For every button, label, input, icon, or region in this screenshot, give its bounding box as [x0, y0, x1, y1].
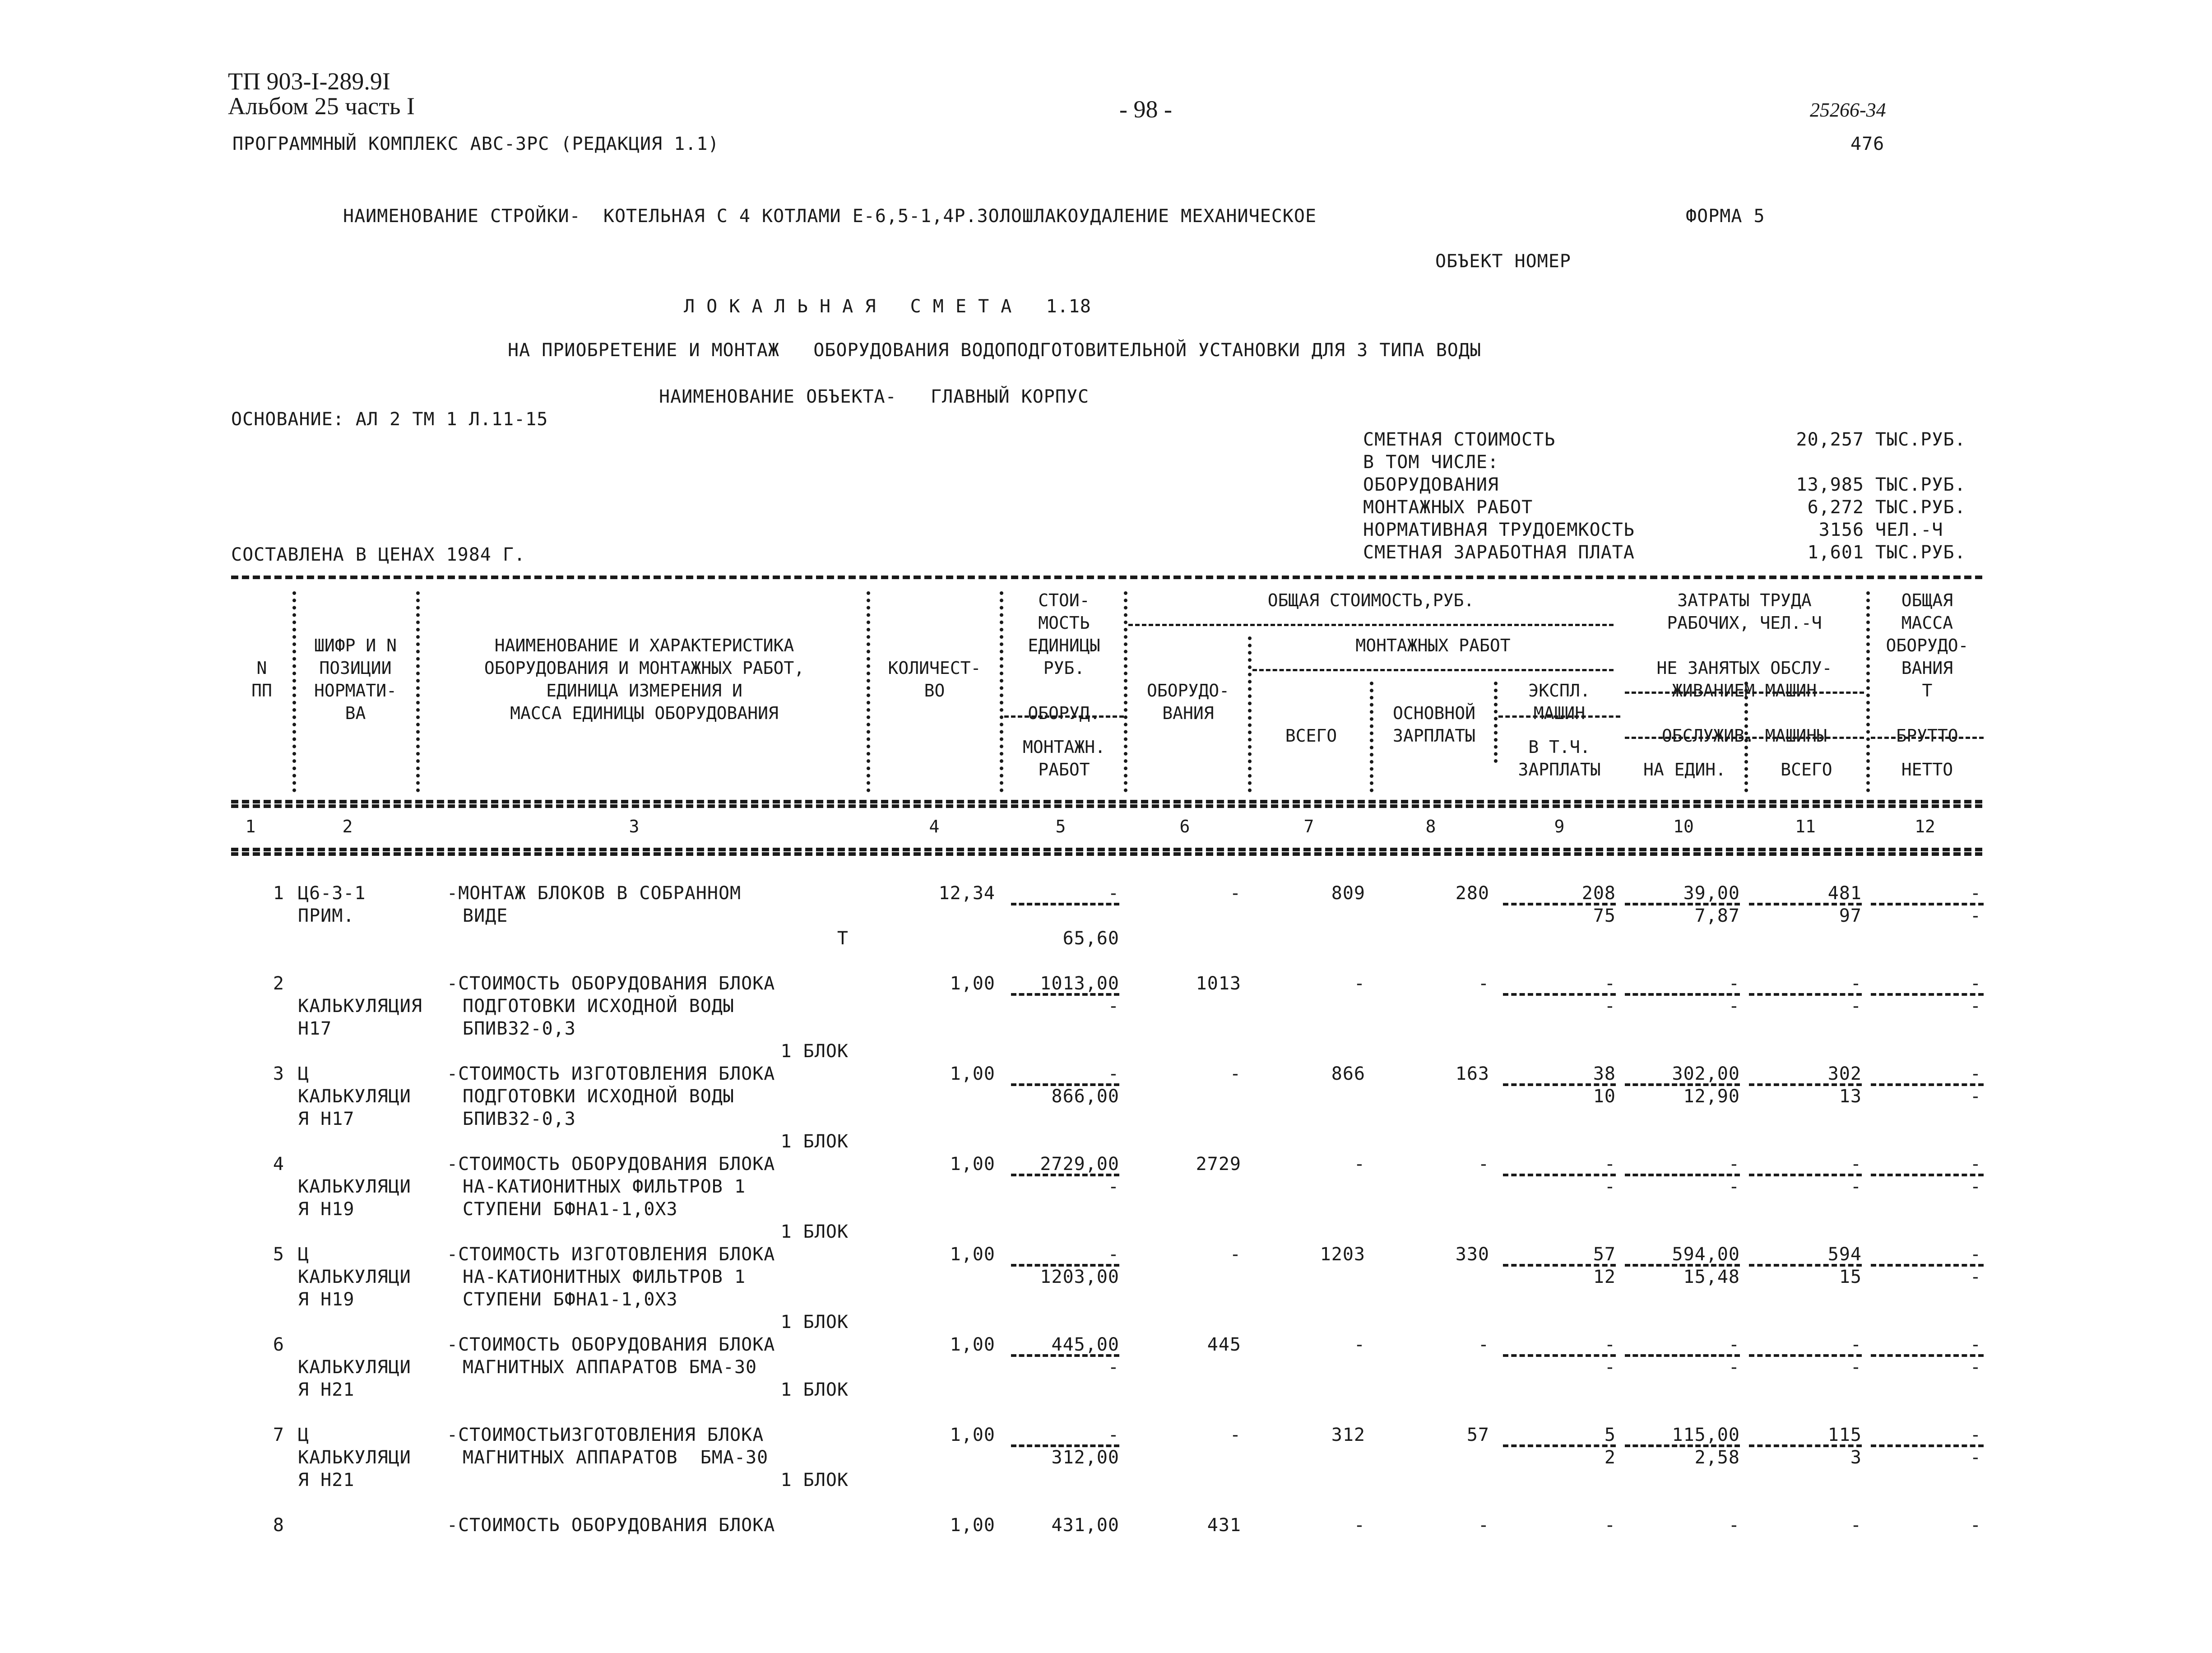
- row-labor-total: -: [1850, 973, 1862, 994]
- column-number: 3: [629, 817, 640, 836]
- row-labor-total: 594: [1827, 1244, 1862, 1265]
- row-labor-machines-per-unit: 12,90: [1683, 1086, 1740, 1107]
- col-header-machines: В Т.Ч.: [1528, 737, 1591, 757]
- row-mass-net: -: [1970, 1176, 1981, 1197]
- row-code: КАЛЬКУЛЯЦИ: [298, 1267, 411, 1287]
- col-header-machines: ЗАРПЛАТЫ: [1518, 760, 1601, 780]
- inventory-number: 25266-34: [1810, 99, 1886, 121]
- col-header-labor: ЖИВАНИЕМ МАШИН: [1672, 681, 1817, 701]
- row-number: 3: [273, 1063, 284, 1084]
- doc-ref-line1: ТП 903-I-289.9I: [228, 68, 390, 95]
- row-unit-cost-equipment: -: [1108, 1425, 1119, 1445]
- row-description: -СТОИМОСТЬИЗГОТОВЛЕНИЯ БЛОКА: [447, 1425, 764, 1445]
- object-name: НАИМЕНОВАНИЕ ОБЪЕКТА- ГЛАВНЫЙ КОРПУС: [659, 386, 1090, 407]
- cell-divider: [1625, 903, 1740, 905]
- row-mass-gross: -: [1970, 1244, 1981, 1265]
- row-mounting-total: -: [1354, 1154, 1365, 1175]
- row-labor-machines-per-unit: -: [1728, 1357, 1740, 1378]
- row-labor-machines-total: 15: [1839, 1267, 1862, 1287]
- separator: [231, 576, 1982, 579]
- row-quantity: 1,00: [950, 1334, 995, 1355]
- row-equipment-cost: 2729: [1196, 1154, 1241, 1175]
- col-header-unit-cost: МОНТАЖН.: [1022, 737, 1106, 757]
- row-mass-gross: -: [1970, 1063, 1981, 1084]
- row-mounting-total: 312: [1331, 1425, 1365, 1445]
- col-header-total-cost-group: ОБЩАЯ СТОИМОСТЬ,РУБ.: [1267, 590, 1475, 610]
- row-description: -СТОИМОСТЬ ОБОРУДОВАНИЯ БЛОКА: [447, 1154, 775, 1175]
- col-divider: [1866, 591, 1870, 792]
- program-line: ПРОГРАММНЫЙ КОМПЛЕКС АВС-3РС (РЕДАКЦИЯ 1.1): [232, 134, 719, 154]
- row-labor-per-unit: -: [1728, 1154, 1740, 1175]
- summary-label: В ТОМ ЧИСЛЕ:: [1363, 452, 1499, 473]
- doc-ref-line2: Альбом 25 часть I: [228, 93, 415, 120]
- row-machines: 57: [1593, 1244, 1616, 1265]
- row-base-salary: 280: [1455, 883, 1489, 904]
- row-description: ПОДГОТОВКИ ИСХОДНОЙ ВОДЫ: [463, 1086, 734, 1107]
- col-header-base-salary: ЗАРПЛАТЫ: [1392, 726, 1476, 746]
- col-header-total-labor: ВСЕГО: [1781, 760, 1832, 780]
- col-header-code: ШИФР И N: [314, 636, 397, 655]
- column-number: 5: [1055, 817, 1066, 836]
- col-divider: [1248, 636, 1252, 792]
- row-description: НА-КАТИОНИТНЫХ ФИЛЬТРОВ 1: [463, 1176, 746, 1197]
- row-description: -СТОИМОСТЬ ОБОРУДОВАНИЯ БЛОКА: [447, 1334, 775, 1355]
- col-divider: [416, 591, 420, 792]
- col-divider: [867, 591, 870, 792]
- cell-divider: [1625, 1264, 1740, 1267]
- row-unit: Т: [837, 928, 849, 949]
- row-quantity: 1,00: [950, 1154, 995, 1175]
- row-description: СТУПЕНИ БФНА1-1,0Х3: [463, 1199, 678, 1220]
- cell-divider: [1503, 1354, 1616, 1357]
- row-number: 5: [273, 1244, 284, 1265]
- row-code: Ц6-3-1: [298, 883, 366, 904]
- row-mass-net: -: [1970, 1447, 1981, 1468]
- row-machines: 208: [1581, 883, 1616, 904]
- summary-unit: ЧЕЛ.-Ч: [1875, 520, 1943, 540]
- col-header-n: N: [256, 658, 267, 678]
- row-labor-machines-per-unit: -: [1728, 1176, 1740, 1197]
- row-unit-cost-equipment: 445,00: [1051, 1334, 1119, 1355]
- row-code: Ц: [298, 1425, 310, 1445]
- row-labor-total: -: [1850, 1154, 1862, 1175]
- row-base-salary: -: [1478, 973, 1489, 994]
- cell-divider: [1011, 993, 1119, 996]
- summary-unit: ТЫС.РУБ.: [1875, 497, 1966, 518]
- cell-divider: [1011, 1083, 1119, 1086]
- row-labor-total: 481: [1827, 883, 1862, 904]
- col-divider: [1124, 591, 1127, 792]
- col-header-mass: Т: [1922, 681, 1933, 701]
- summary-value: 3156: [1818, 520, 1864, 540]
- row-machines-salary: 12: [1593, 1267, 1616, 1287]
- cell-divider: [1871, 903, 1984, 905]
- row-mass-net: -: [1970, 1086, 1981, 1107]
- summary-label: НОРМАТИВНАЯ ТРУДОЕМКОСТЬ: [1363, 520, 1635, 540]
- summary-label: СМЕТНАЯ ЗАРАБОТНАЯ ПЛАТА: [1363, 542, 1635, 563]
- cell-divider: [1871, 1174, 1984, 1176]
- row-mass-net: -: [1970, 1357, 1981, 1378]
- col-header-machines: ЭКСПЛ.: [1528, 681, 1591, 701]
- col-header-qty: ВО: [924, 681, 945, 701]
- row-description: ПОДГОТОВКИ ИСХОДНОЙ ВОДЫ: [463, 996, 734, 1017]
- row-description: ВИДЕ: [463, 905, 508, 926]
- summary-unit: ТЫС.РУБ.: [1875, 474, 1966, 495]
- page-number: - 98 -: [1119, 96, 1172, 123]
- row-code: Я Н17: [298, 1109, 355, 1129]
- row-unit-cost-mounting: -: [1108, 996, 1119, 1017]
- row-code: Ц: [298, 1063, 310, 1084]
- row-equipment-cost: 431: [1207, 1515, 1241, 1536]
- cell-divider: [1011, 1264, 1119, 1267]
- col-header-code: НОРМАТИ-: [314, 681, 397, 701]
- row-labor-per-unit: -: [1728, 973, 1740, 994]
- col-header-name: НАИМЕНОВАНИЕ И ХАРАКТЕРИСТИКА: [494, 636, 794, 655]
- col-header-unit-cost: РАБОТ: [1038, 760, 1090, 780]
- row-machines-salary: -: [1604, 1176, 1616, 1197]
- column-number: 12: [1915, 817, 1935, 836]
- row-description: СТУПЕНИ БФНА1-1,0Х3: [463, 1289, 678, 1310]
- summary-value: 20,257: [1796, 429, 1864, 450]
- row-description: БПИВ32-0,3: [463, 1109, 576, 1129]
- column-number: 4: [929, 817, 940, 836]
- row-unit: 1 БЛОК: [780, 1041, 849, 1062]
- row-quantity: 1,00: [950, 1425, 995, 1445]
- summary-unit: ТЫС.РУБ.: [1875, 429, 1966, 450]
- cell-divider: [1749, 1354, 1862, 1357]
- row-number: 4: [273, 1154, 284, 1175]
- row-labor-per-unit: 594,00: [1672, 1244, 1740, 1265]
- row-code: КАЛЬКУЛЯЦИ: [298, 1357, 411, 1378]
- summary-label: ОБОРУДОВАНИЯ: [1363, 474, 1499, 495]
- cell-divider: [1625, 1083, 1740, 1086]
- row-labor-total: 115: [1827, 1425, 1862, 1445]
- cell-divider: [1749, 993, 1862, 996]
- row-unit: 1 БЛОК: [780, 1312, 849, 1333]
- column-number: 10: [1673, 817, 1694, 836]
- col-header-name: МАССА ЕДИНИЦЫ ОБОРУДОВАНИЯ: [510, 703, 779, 723]
- row-labor-machines-per-unit: 2,58: [1694, 1447, 1740, 1468]
- row-machines-salary: 2: [1604, 1447, 1616, 1468]
- column-number: 9: [1554, 817, 1565, 836]
- row-mounting-total: -: [1354, 1515, 1365, 1536]
- row-quantity: 1,00: [950, 1244, 995, 1265]
- column-number: 1: [245, 817, 256, 836]
- column-number: 11: [1795, 817, 1816, 836]
- row-description: -СТОИМОСТЬ ИЗГОТОВЛЕНИЯ БЛОКА: [447, 1063, 775, 1084]
- col-divider: [1370, 682, 1373, 792]
- row-mass-gross: -: [1970, 883, 1981, 904]
- page-title: Л О К А Л Ь Н А Я С М Е Т А 1.18: [684, 296, 1091, 317]
- cell-divider: [1749, 903, 1862, 905]
- row-code: КАЛЬКУЛЯЦИ: [298, 1086, 411, 1107]
- row-mounting-total: -: [1354, 973, 1365, 994]
- page-subtitle: НА ПРИОБРЕТЕНИЕ И МОНТАЖ ОБОРУДОВАНИЯ ВОДОПОДГОТОВИТЕЛЬНОЙ УСТАНОВКИ ДЛЯ 3 ТИПА ВОДЫ: [508, 340, 1482, 361]
- row-equipment-cost: -: [1229, 1244, 1241, 1265]
- row-labor-per-unit: -: [1728, 1515, 1740, 1536]
- header-rule: [1128, 624, 1614, 626]
- separator: [231, 804, 1982, 808]
- prices-line: СОСТАВЛЕНА В ЦЕНАХ 1984 Г.: [231, 544, 526, 565]
- row-base-salary: 57: [1466, 1425, 1489, 1445]
- row-labor-total: -: [1850, 1515, 1862, 1536]
- row-labor-total: -: [1850, 1334, 1862, 1355]
- cell-divider: [1503, 993, 1616, 996]
- row-unit-cost-mounting: -: [1108, 1176, 1119, 1197]
- row-base-salary: -: [1478, 1154, 1489, 1175]
- col-header-unit-cost: ЕДИНИЦЫ: [1028, 636, 1100, 655]
- row-description: -СТОИМОСТЬ ИЗГОТОВЛЕНИЯ БЛОКА: [447, 1244, 775, 1265]
- cell-divider: [1625, 1444, 1740, 1447]
- row-labor-per-unit: 39,00: [1683, 883, 1740, 904]
- summary-unit: ТЫС.РУБ.: [1875, 542, 1966, 563]
- row-labor-per-unit: 302,00: [1672, 1063, 1740, 1084]
- row-code: Ц: [298, 1244, 310, 1265]
- cell-divider: [1871, 1083, 1984, 1086]
- column-number: 2: [342, 817, 353, 836]
- row-mounting-total: 866: [1331, 1063, 1365, 1084]
- summary-value: 1,601: [1807, 542, 1864, 563]
- cell-divider: [1625, 1174, 1740, 1176]
- row-unit-cost-equipment: 431,00: [1051, 1515, 1119, 1536]
- column-number: 7: [1303, 817, 1314, 836]
- row-machines-salary: -: [1604, 996, 1616, 1017]
- row-unit-cost-equipment: -: [1108, 883, 1119, 904]
- col-header-unit-cost: СТОИ-: [1038, 590, 1090, 610]
- col-header-code: ВА: [345, 703, 366, 723]
- col-header-mass: МАССА: [1901, 613, 1953, 633]
- row-unit: 1 БЛОК: [780, 1470, 849, 1490]
- row-unit-cost-equipment: 1013,00: [1040, 973, 1119, 994]
- row-mass-net: -: [1970, 996, 1981, 1017]
- row-base-salary: 163: [1455, 1063, 1489, 1084]
- row-mounting-total: 1203: [1320, 1244, 1365, 1265]
- col-header-unit-cost: МОСТЬ: [1038, 613, 1090, 633]
- row-unit-cost-equipment: -: [1108, 1063, 1119, 1084]
- row-unit-cost-mounting: 65,60: [1062, 928, 1119, 949]
- cell-divider: [1011, 1444, 1119, 1447]
- col-header-equipment: ВАНИЯ: [1162, 703, 1214, 723]
- col-header-name: ОБОРУДОВАНИЯ И МОНТАЖНЫХ РАБОТ,: [484, 658, 805, 678]
- col-header-code: ПОЗИЦИИ: [319, 658, 392, 678]
- cell-divider: [1871, 1444, 1984, 1447]
- cell-divider: [1011, 1174, 1119, 1176]
- row-unit-cost-mounting: 1203,00: [1040, 1267, 1119, 1287]
- row-base-salary: -: [1478, 1334, 1489, 1355]
- col-header-labor: РАБОЧИХ, ЧЕЛ.-Ч: [1667, 613, 1822, 633]
- row-unit: 1 БЛОК: [780, 1131, 849, 1152]
- row-labor-per-unit: 115,00: [1672, 1425, 1740, 1445]
- row-labor-machines-total: 3: [1850, 1447, 1862, 1468]
- row-code: КАЛЬКУЛЯЦИЯ: [298, 996, 422, 1017]
- row-mass-gross: -: [1970, 1154, 1981, 1175]
- row-mass-gross: -: [1970, 1425, 1981, 1445]
- cell-divider: [1503, 1264, 1616, 1267]
- cell-divider: [1871, 1264, 1984, 1267]
- row-description: БПИВ32-0,3: [463, 1018, 576, 1039]
- separator: [231, 848, 1982, 851]
- col-header-mounting-group: МОНТАЖНЫХ РАБОТ: [1355, 636, 1511, 655]
- row-machines: 5: [1604, 1425, 1616, 1445]
- col-header-machines: МАШИН: [1533, 703, 1586, 723]
- col-header-labor: ОБСЛУЖИВ. МАШИНЫ: [1661, 726, 1827, 746]
- cell-divider: [1011, 903, 1119, 905]
- col-header-qty: КОЛИЧЕСТ-: [888, 658, 981, 678]
- row-labor-machines-per-unit: -: [1728, 996, 1740, 1017]
- row-base-salary: -: [1478, 1515, 1489, 1536]
- col-header-labor: ЗАТРАТЫ ТРУДА: [1677, 590, 1812, 610]
- row-mounting-total: -: [1354, 1334, 1365, 1355]
- row-machines: -: [1604, 1334, 1616, 1355]
- col-header-labor: НЕ ЗАНЯТЫХ ОБСЛУ-: [1656, 658, 1832, 678]
- row-number: 6: [273, 1334, 284, 1355]
- cell-divider: [1749, 1083, 1862, 1086]
- cell-divider: [1011, 1354, 1119, 1357]
- row-code: ПРИМ.: [298, 905, 355, 926]
- row-number: 7: [273, 1425, 284, 1445]
- separator: [231, 800, 1982, 803]
- row-equipment-cost: -: [1229, 883, 1241, 904]
- cell-divider: [1503, 1083, 1616, 1086]
- row-unit-cost-mounting: -: [1108, 1357, 1119, 1378]
- row-machines-salary: 10: [1593, 1086, 1616, 1107]
- col-header-n: ПП: [251, 681, 272, 701]
- row-code: Н17: [298, 1018, 332, 1039]
- row-number: 2: [273, 973, 284, 994]
- row-machines-salary: 75: [1593, 905, 1616, 926]
- cell-divider: [1625, 993, 1740, 996]
- row-mass-net: -: [1970, 905, 1981, 926]
- col-header-unit-cost: ОБОРУД.: [1028, 703, 1100, 723]
- row-description: -СТОИМОСТЬ ОБОРУДОВАНИЯ БЛОКА: [447, 1515, 775, 1536]
- col-header-mass: ВАНИЯ: [1901, 658, 1953, 678]
- row-labor-machines-total: -: [1850, 1176, 1862, 1197]
- col-header-name: ЕДИНИЦА ИЗМЕРЕНИЯ И: [546, 681, 742, 701]
- basis-line: ОСНОВАНИЕ: АЛ 2 ТМ 1 Л.11-15: [231, 409, 548, 430]
- header-rule: [1252, 669, 1614, 671]
- row-labor-machines-per-unit: 15,48: [1683, 1267, 1740, 1287]
- row-unit: 1 БЛОК: [780, 1221, 849, 1242]
- summary-label: МОНТАЖНЫХ РАБОТ: [1363, 497, 1533, 518]
- row-code: Я Н19: [298, 1199, 355, 1220]
- row-mass-gross: -: [1970, 973, 1981, 994]
- row-machines-salary: -: [1604, 1357, 1616, 1378]
- cell-divider: [1503, 1444, 1616, 1447]
- column-number: 6: [1179, 817, 1190, 836]
- form-label: ФОРМА 5: [1686, 206, 1765, 227]
- row-equipment-cost: 445: [1207, 1334, 1241, 1355]
- row-machines: -: [1604, 1515, 1616, 1536]
- sheet-number: 476: [1850, 134, 1885, 154]
- row-equipment-cost: -: [1229, 1063, 1241, 1084]
- cell-divider: [1749, 1264, 1862, 1267]
- row-labor-machines-total: 13: [1839, 1086, 1862, 1107]
- row-machines: 38: [1593, 1063, 1616, 1084]
- row-unit-cost-equipment: 2729,00: [1040, 1154, 1119, 1175]
- row-base-salary: 330: [1455, 1244, 1489, 1265]
- row-description: -СТОИМОСТЬ ОБОРУДОВАНИЯ БЛОКА: [447, 973, 775, 994]
- row-code: КАЛЬКУЛЯЦИ: [298, 1176, 411, 1197]
- col-header-equipment: ОБОРУДО-: [1146, 681, 1230, 701]
- summary-value: 6,272: [1807, 497, 1864, 518]
- row-code: Я Н19: [298, 1289, 355, 1310]
- col-header-unit-cost: РУБ.: [1043, 658, 1085, 678]
- summary-value: 13,985: [1796, 474, 1864, 495]
- col-divider: [1494, 682, 1498, 763]
- col-divider: [1000, 591, 1003, 792]
- row-labor-machines-per-unit: 7,87: [1694, 905, 1740, 926]
- col-header-total: ВСЕГО: [1285, 726, 1337, 746]
- row-mass-gross: -: [1970, 1515, 1981, 1536]
- row-code: Я Н21: [298, 1470, 355, 1490]
- cell-divider: [1749, 1444, 1862, 1447]
- row-quantity: 1,00: [950, 973, 995, 994]
- object-number: ОБЪЕКТ НОМЕР: [1435, 251, 1571, 272]
- row-equipment-cost: -: [1229, 1425, 1241, 1445]
- row-code: КАЛЬКУЛЯЦИ: [298, 1447, 411, 1468]
- row-labor-total: 302: [1827, 1063, 1862, 1084]
- row-code: Я Н21: [298, 1379, 355, 1400]
- row-description: -МОНТАЖ БЛОКОВ В СОБРАННОМ: [447, 883, 742, 904]
- row-description: МАГНИТНЫХ АППАРАТОВ БМА-30: [463, 1447, 769, 1468]
- row-mounting-total: 809: [1331, 883, 1365, 904]
- row-unit-cost-mounting: 312,00: [1051, 1447, 1119, 1468]
- row-mass-gross: -: [1970, 1334, 1981, 1355]
- row-labor-per-unit: -: [1728, 1334, 1740, 1355]
- row-machines: -: [1604, 973, 1616, 994]
- row-description: НА-КАТИОНИТНЫХ ФИЛЬТРОВ 1: [463, 1267, 746, 1287]
- column-number: 8: [1425, 817, 1436, 836]
- separator: [231, 852, 1982, 856]
- summary-label: СМЕТНАЯ СТОИМОСТЬ: [1363, 429, 1556, 450]
- col-header-per-unit: НА ЕДИН.: [1643, 760, 1726, 780]
- cell-divider: [1625, 1354, 1740, 1357]
- cell-divider: [1871, 1354, 1984, 1357]
- row-labor-machines-total: -: [1850, 1357, 1862, 1378]
- row-machines: -: [1604, 1154, 1616, 1175]
- row-labor-machines-total: 97: [1839, 905, 1862, 926]
- col-header-mass: ОБЩАЯ: [1901, 590, 1953, 610]
- cell-divider: [1871, 993, 1984, 996]
- col-header-mass: НЕТТО: [1901, 760, 1953, 780]
- row-unit: 1 БЛОК: [780, 1379, 849, 1400]
- row-unit-cost-mounting: 866,00: [1051, 1086, 1119, 1107]
- col-header-mass: БРУТТО: [1896, 726, 1958, 746]
- row-quantity: 1,00: [950, 1515, 995, 1536]
- cell-divider: [1749, 1174, 1862, 1176]
- row-number: 1: [273, 883, 284, 904]
- row-equipment-cost: 1013: [1196, 973, 1241, 994]
- row-unit-cost-equipment: -: [1108, 1244, 1119, 1265]
- col-header-base-salary: ОСНОВНОЙ: [1392, 703, 1476, 723]
- cell-divider: [1503, 903, 1616, 905]
- row-quantity: 12,34: [938, 883, 995, 904]
- construction-name: НАИМЕНОВАНИЕ СТРОЙКИ- КОТЕЛЬНАЯ С 4 КОТЛАМИ Е-6,5-1,4Р.ЗОЛОШЛАКОУДАЛЕНИЕ МЕХАНИЧЕСКОЕ: [343, 206, 1317, 227]
- row-mass-net: -: [1970, 1267, 1981, 1287]
- cell-divider: [1503, 1174, 1616, 1176]
- row-labor-machines-total: -: [1850, 996, 1862, 1017]
- row-number: 8: [273, 1515, 284, 1536]
- row-quantity: 1,00: [950, 1063, 995, 1084]
- row-description: МАГНИТНЫХ АППАРАТОВ БМА-30: [463, 1357, 757, 1378]
- col-header-mass: ОБОРУДО-: [1886, 636, 1969, 655]
